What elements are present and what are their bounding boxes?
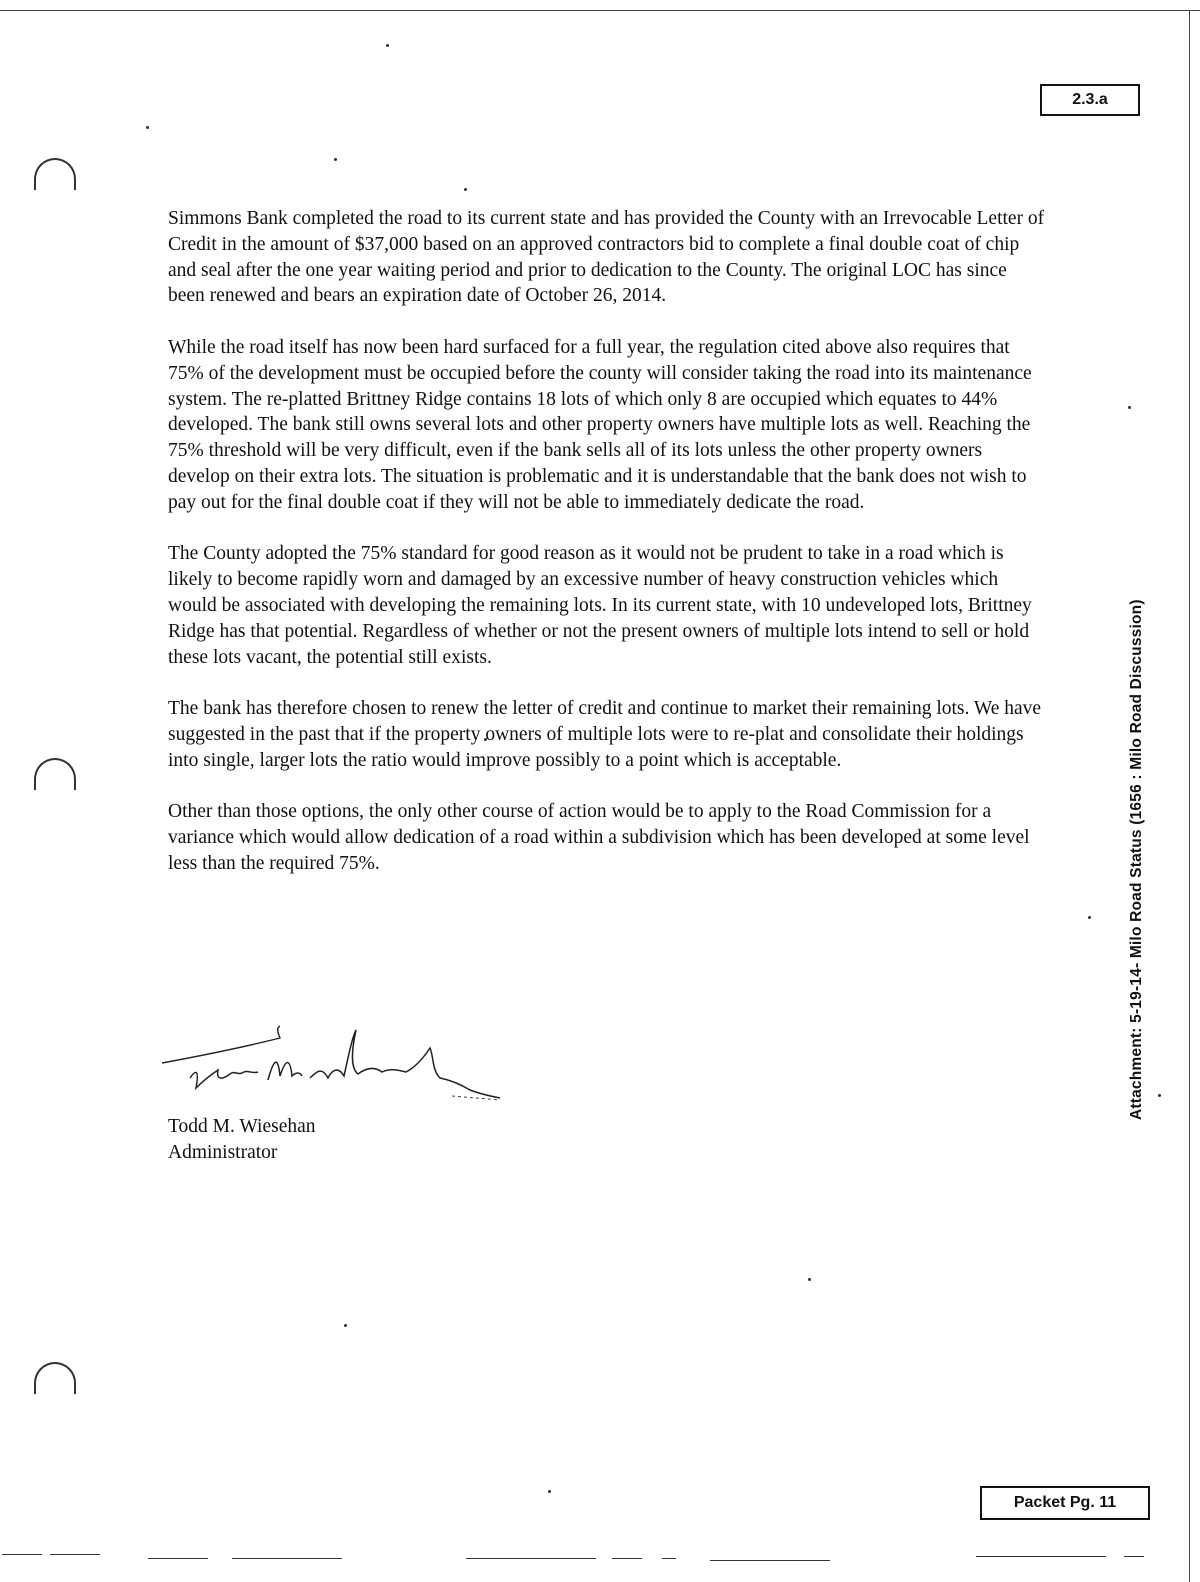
paragraph-variance-option: Other than those options, the only other course of action would be to apply to the Road Commission for a variance which would allow dedication of a road within a subdivision which has been developed at some level less than the required 75%. [168,801,1030,874]
footer-rule [710,1560,830,1561]
punch-hole [34,758,76,790]
page-border-top [0,10,1200,11]
scan-speck [464,188,467,191]
paragraph-bank-decision: The bank has therefore chosen to renew the letter of credit and continue to market their remaining lots. We have suggested in the past that if the property owners of multiple lots were to re-plat and consolidate their holdings into single, larger lots the ratio would improve possibly to a point which is acceptable. [168,698,1042,771]
page-border-right [1189,10,1190,1582]
signatory-title: Administrator [168,1142,278,1163]
scan-speck [146,126,149,129]
footer-rule [1124,1556,1144,1557]
packet-page-number: Packet Pg. 11 [980,1486,1150,1520]
footer-rule [232,1558,342,1559]
paragraph-occupancy-requirement: While the road itself has now been hard surfaced for a full year, the regulation cited above also requires that 75% of the development must be occupied before the county will consider taking the road into its maintenance system. The re-platted Brittney Ridge contains 18 lots of which only 8 are occupied which equates to 44% developed. The bank still owns several lots and other property owners have multiple lots as well. Reaching the 75% threshold will be very difficult, even if the bank sells all of its lots unless the other property owners develop on their extra lots. The situation is problematic and it is understandable that the bank does not wish to pay out for the final double coat if they will not be able to immediately dedicate the road. [168,336,1032,513]
scan-speck [808,1278,811,1281]
footer-rule [612,1558,642,1559]
footer-rule [148,1558,208,1559]
footer-rule [50,1554,100,1555]
scan-speck [334,158,337,161]
punch-hole [34,158,76,190]
scan-speck [386,44,389,47]
scan-speck [1128,406,1131,409]
footer-rule [466,1558,596,1559]
paragraph-standard-rationale: The County adopted the 75% standard for good reason as it would not be prudent to take in a road which is likely to become rapidly worn and damaged by an excessive number of heavy construction vehicles which would be associated with developing the remaining lots. In its current state, with 10 undeveloped lots, Brittney Ridge has that potential. Regardless of whether or not the present owners of multiple lots intend to sell or hold these lots vacant, the potential still exists. [168,543,1032,668]
attachment-label: Attachment: 5-19-14- Milo Road Status (1656 : Milo Road Discussion) [1128,599,1145,1120]
footer-rule [2,1554,42,1555]
signatory-name: Todd M. Wiesehan [168,1116,316,1137]
letter-body [168,206,1048,903]
punch-hole [34,1362,76,1394]
scan-speck [344,1324,347,1327]
footer-rule [976,1556,1106,1557]
handwritten-signature [160,1018,520,1108]
paragraph-letter-of-credit: Simmons Bank completed the road to its current state and has provided the County with an Irrevocable Letter of Credit in the amount of $37,000 based on an approved contractors bid to complete a final double coat of chip and seal after the one year waiting period and prior to dedication to the County. The original LOC has since been renewed and bears an expiration date of October 26, 2014. [168,208,1045,307]
scan-speck [548,1490,551,1493]
scan-speck [1158,1094,1161,1097]
agenda-item-tag: 2.3.a [1040,84,1140,116]
scan-speck [1088,916,1091,919]
footer-rule [662,1558,676,1559]
